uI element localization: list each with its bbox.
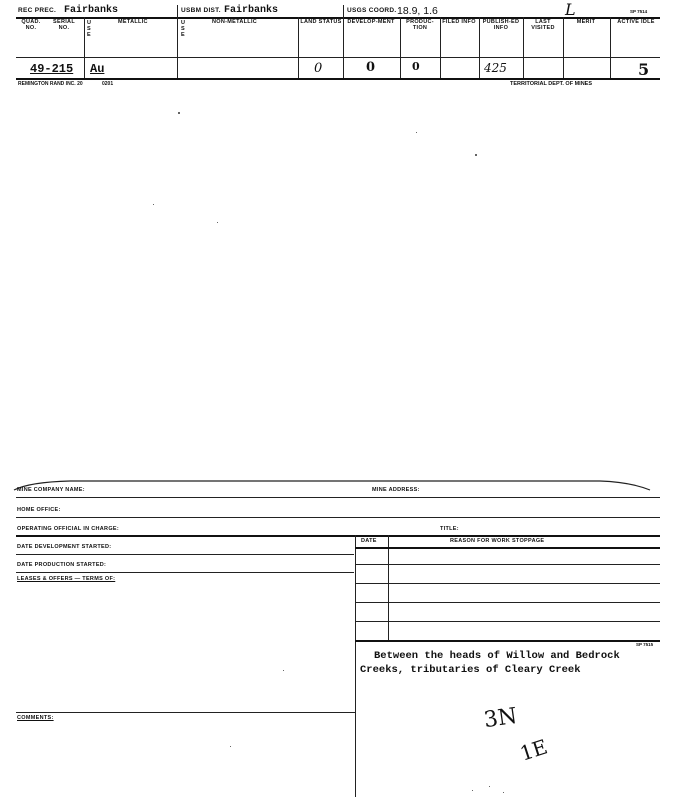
land-status-value: 0 xyxy=(314,61,323,76)
col-non-metallic: NON-METALLIC xyxy=(212,19,258,25)
rule xyxy=(16,497,660,498)
rule xyxy=(563,17,564,78)
rule xyxy=(355,621,660,622)
rule xyxy=(16,554,354,555)
rec-prec-value: Fairbanks xyxy=(64,5,119,16)
speck xyxy=(416,132,417,133)
col-use-2: U S E xyxy=(181,20,186,38)
mine-company-name-label: MINE COMPANY NAME: xyxy=(17,487,85,493)
speck xyxy=(230,746,231,747)
col-published-info: PUBLISH-ED INFO xyxy=(482,19,520,31)
handwritten-mark: L xyxy=(565,0,576,19)
published-info-value: 425 xyxy=(484,61,507,75)
speck xyxy=(153,204,154,205)
rule xyxy=(355,602,660,603)
rule xyxy=(343,17,344,78)
col-filed-info: FILED INFO xyxy=(442,19,476,25)
printer-code: 0201 xyxy=(102,81,114,87)
active-idle-value: 5 xyxy=(638,60,650,79)
col-last-visited: LAST VISITED xyxy=(531,19,555,31)
department-name: TERRITORIAL DEPT. OF MINES xyxy=(510,81,592,87)
speck xyxy=(178,112,180,114)
col-use-1: U S E xyxy=(87,20,92,38)
mine-address-label: MINE ADDRESS: xyxy=(372,487,420,493)
development-value: 0 xyxy=(366,60,376,75)
rule xyxy=(400,17,401,78)
rule xyxy=(84,17,85,78)
col-metallic: METALLIC xyxy=(118,19,148,25)
rule xyxy=(388,535,389,640)
township-handwritten: 3N xyxy=(482,703,519,734)
usbm-dist-value: Fairbanks xyxy=(224,5,279,16)
speck xyxy=(475,154,477,156)
title-label: TITLE: xyxy=(440,526,459,532)
speck xyxy=(489,786,490,787)
rule xyxy=(298,17,299,78)
rule xyxy=(16,78,660,80)
rule xyxy=(343,5,344,17)
col-production: PRODUC-TION xyxy=(406,19,434,31)
location-line-2: Creeks, tributaries of Cleary Creek xyxy=(360,664,581,676)
comments-label: COMMENTS: xyxy=(17,715,54,721)
col-active-idle: ACTIVE IDLE xyxy=(617,19,655,25)
rule xyxy=(16,517,660,518)
speck xyxy=(283,670,284,671)
speck xyxy=(503,792,504,793)
rule xyxy=(610,17,611,78)
rule xyxy=(355,564,660,565)
usbm-dist-label: USBM DIST. xyxy=(181,7,221,14)
usgs-coord-label: USGS COORD. xyxy=(347,7,397,14)
date-production-label: DATE PRODUCTION STARTED: xyxy=(17,562,107,568)
card-edge xyxy=(0,470,678,492)
rule xyxy=(479,17,480,78)
rule xyxy=(16,57,660,58)
home-office-label: HOME OFFICE: xyxy=(17,507,61,513)
col-development: DEVELOP-MENT xyxy=(347,19,395,25)
range-handwritten: 1E xyxy=(516,734,551,766)
usgs-coord-value: 18.9, 1.6 xyxy=(397,5,438,17)
form-number: SP 7514 xyxy=(630,9,648,14)
col-quad-no: QUAD. NO. xyxy=(21,19,41,31)
col-land-status: LAND STATUS xyxy=(300,19,342,25)
rule xyxy=(355,535,356,797)
col-serial-no: SERIAL NO. xyxy=(53,19,75,31)
rule xyxy=(355,583,660,584)
rec-prec-label: REC PREC. xyxy=(18,7,57,14)
speck xyxy=(217,222,218,223)
printer-credit: REMINGTON RAND INC. 20 xyxy=(18,81,83,87)
form-number-2: SP 7515 xyxy=(636,642,654,647)
speck xyxy=(472,790,473,791)
location-line-1: Between the heads of Willow and Bedrock xyxy=(374,650,620,662)
leases-offers-label: LEASES & OFFERS — TERMS OF: xyxy=(17,576,116,582)
metallic-value: Au xyxy=(90,62,105,76)
rule xyxy=(16,712,355,713)
date-column-header: DATE xyxy=(361,538,377,544)
rule xyxy=(440,17,441,78)
production-value: 0 xyxy=(412,60,420,73)
rule xyxy=(355,640,660,642)
rule xyxy=(523,17,524,78)
operating-official-label: OPERATING OFFICIAL IN CHARGE: xyxy=(17,526,119,532)
reason-column-header: REASON FOR WORK STOPPAGE xyxy=(450,538,545,544)
rule xyxy=(177,5,178,78)
quad-serial-value: 49-215 xyxy=(30,62,74,76)
rule xyxy=(16,535,660,537)
rule xyxy=(16,572,354,573)
date-development-label: DATE DEVELOPMENT STARTED: xyxy=(17,544,112,550)
rule xyxy=(355,547,660,549)
col-merit: MERIT xyxy=(576,19,596,25)
